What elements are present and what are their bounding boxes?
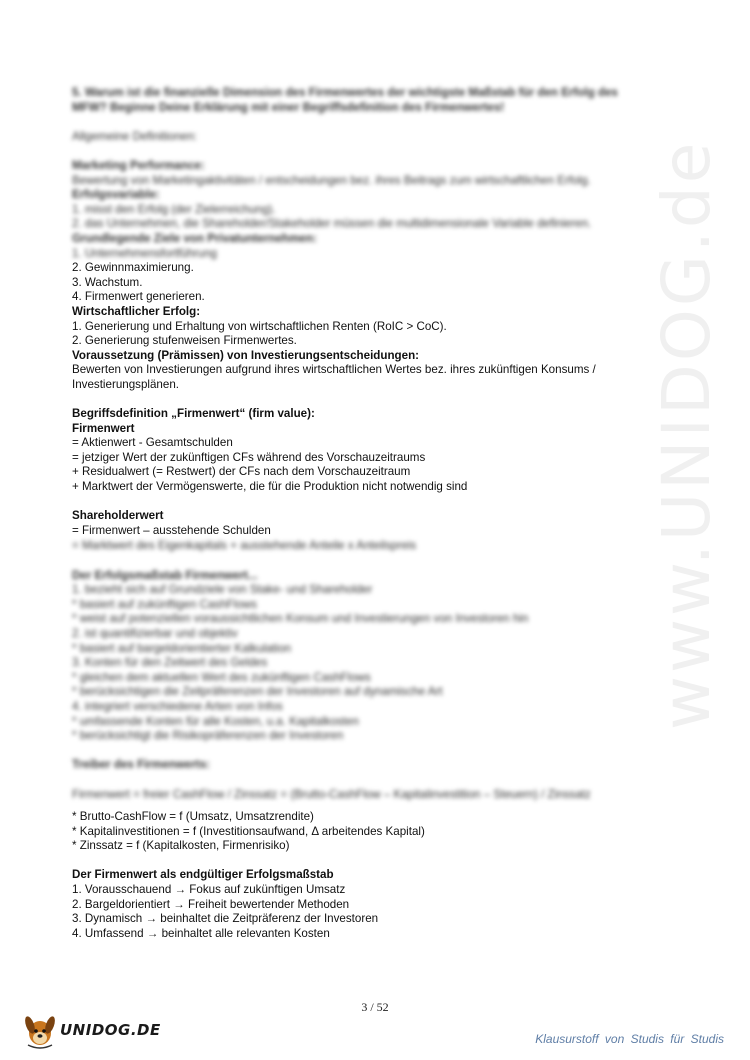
text-line <box>72 854 672 869</box>
text-line: 4. Firmenwert generieren. <box>72 290 205 304</box>
text-line: * Zinssatz = f (Kapitalkosten, Firmenrisiko) <box>72 839 290 853</box>
blurred-text-line: * weist auf potenziellen voraussichtlichen Konsum und Investierungen von Investoren hin <box>72 612 529 626</box>
text-line: Wirtschaftlicher Erfolg: <box>72 304 201 318</box>
footer-tagline[interactable]: Klausurstoff von Studis für Studis <box>535 1032 724 1046</box>
text-line: Firmenwert <box>72 421 135 435</box>
blurred-text-line: Firmenwert = freier CashFlow / Zinssatz = (Brutto-CashFlow – Kapitalinvestition – Steuern) / Zinssatz <box>72 787 591 801</box>
text-line: 4. Umfassend → beinhaltet alle relevanten Kosten <box>72 926 330 940</box>
watermark: www.UNIDOG.de <box>648 139 725 730</box>
blurred-text-line: MFW? Beginne Deine Erklärung mit einer Begriffsdefinition des Firmenwertes! <box>72 100 505 114</box>
text-line: = Firmenwert – ausstehende Schulden <box>72 523 271 537</box>
text-line: Bewerten von Investierungen aufgrund ihres wirtschaftlichen Wertes bez. ihres zukünftigen Konsums / <box>72 363 596 377</box>
blurred-text-line: 5. Warum ist die finanzielle Dimension des Firmenwertes der wichtigste Maßstab für den Erfolg des <box>72 86 618 99</box>
blurred-section-middle <box>72 539 672 802</box>
blurred-text-line: * berücksichtigen die Zeitpräferenzen der Investoren auf dynamische Art <box>72 685 443 699</box>
text-line: 1. Vorausschauend → Fokus auf zukünftigen Umsatz <box>72 883 346 897</box>
visible-section-bottom <box>72 810 672 941</box>
blurred-text-line: * berücksichtigt die Risikopräferenzen der Investoren <box>72 729 344 743</box>
blurred-text-line: 1. bezieht sich auf Grundziele von Stake- und Shareholder <box>72 583 373 597</box>
blurred-text-line <box>72 115 672 130</box>
text-line: Voraussetzung (Prämissen) von Investierungsentscheidungen: <box>72 348 420 362</box>
text-line: 2. Gewinnmaximierung. <box>72 261 194 275</box>
unidog-logo <box>22 1010 161 1050</box>
blurred-text-line: 2. das Unternehmen, die Shareholder/Stakeholder müssen die multidimensionale Variable definieren. <box>72 217 592 231</box>
blurred-text-line: 4. integriert verschiedene Arten von Infos <box>72 699 283 713</box>
blurred-text-line <box>72 773 672 788</box>
text-line: 3. Wachstum. <box>72 275 143 289</box>
text-line: 2. Generierung stufenweisen Firmenwertes. <box>72 334 297 348</box>
blurred-text-line: Allgemeine Definitionen: <box>72 129 198 143</box>
text-line: = jetziger Wert der zukünftigen CFs während des Vorschauzeitraums <box>72 450 426 464</box>
blurred-text-line: 2. ist quantifizierbar und objektiv <box>72 626 238 640</box>
dog-icon <box>22 1011 58 1049</box>
blurred-text-line: * umfassende Konten für alle Kosten, u.a. Kapitalkosten <box>72 714 359 728</box>
blurred-text-line <box>72 554 672 569</box>
text-line: Begriffsdefinition „Firmenwert“ (firm value): <box>72 407 315 421</box>
text-line: + Marktwert der Vermögenswerte, die für die Produktion nicht notwendig sind <box>72 480 468 494</box>
text-line: * Brutto-CashFlow = f (Umsatz, Umsatzrendite) <box>72 810 314 824</box>
text-line: 2. Bargeldorientiert → Freiheit bewertender Methoden <box>72 897 350 911</box>
blurred-text-line: * gleichen dem aktuellen Wert des zukünftigen CashFlows <box>72 670 371 684</box>
blurred-text-line <box>72 144 672 159</box>
blurred-text-line: 1. misst den Erfolg (der Zielerreichung). <box>72 202 276 216</box>
blurred-text-line: = Marktwert des Eigenkapitals + ausstehende Anteile x Anteilspreis <box>72 539 417 553</box>
blurred-text-line: Der Erfolgsmaßstab Firmenwert... <box>72 568 258 582</box>
blurred-text-line: 1. Unternehmensfortführung <box>72 246 218 260</box>
blurred-text-line: * basiert auf zukünftigen CashFlows <box>72 597 257 611</box>
text-line: Shareholderwert <box>72 509 164 523</box>
blurred-text-line: Marketing Performance: <box>72 158 205 172</box>
page-number: 3 / 52 <box>361 1000 389 1014</box>
text-line: = Aktienwert - Gesamtschulden <box>72 436 233 450</box>
text-line: + Residualwert (= Restwert) der CFs nach dem Vorschauzeitraum <box>72 465 411 479</box>
text-line: 1. Generierung und Erhaltung von wirtschaftlichen Renten (RoIC > CoC). <box>72 319 447 333</box>
text-line: 3. Dynamisch → beinhaltet die Zeitpräferenz der Investoren <box>72 912 379 926</box>
logo-text: UNIDOG.DE <box>60 1021 161 1039</box>
text-line: Der Firmenwert als endgültiger Erfolgsmaßstab <box>72 868 334 882</box>
text-line <box>72 392 672 407</box>
text-line <box>72 495 672 510</box>
text-line: Investierungsplänen. <box>72 377 179 391</box>
blurred-text-line: Treiber des Firmenwerts: <box>72 758 210 772</box>
blurred-text-line: Erfolgsvariable: <box>72 188 160 202</box>
blurred-text-line: Grundlegende Ziele von Privatunternehmen: <box>72 231 317 245</box>
blurred-text-line: 3. Konten für den Zeitwert des Geldes <box>72 656 268 670</box>
text-line: * Kapitalinvestitionen = f (Investitionsaufwand, Δ arbeitendes Kapital) <box>72 824 425 838</box>
document-body <box>72 86 672 941</box>
blurred-section-top <box>72 86 672 261</box>
visible-section-top <box>72 261 672 538</box>
blurred-text-line: * basiert auf bargeldorientierter Kalkulation <box>72 641 292 655</box>
blurred-text-line: Bewertung von Marketingaktivitäten / entscheidungen bez. ihres Beitrags zum wirtschaftlichen Erfolg. <box>72 173 591 187</box>
blurred-text-line <box>72 744 672 759</box>
